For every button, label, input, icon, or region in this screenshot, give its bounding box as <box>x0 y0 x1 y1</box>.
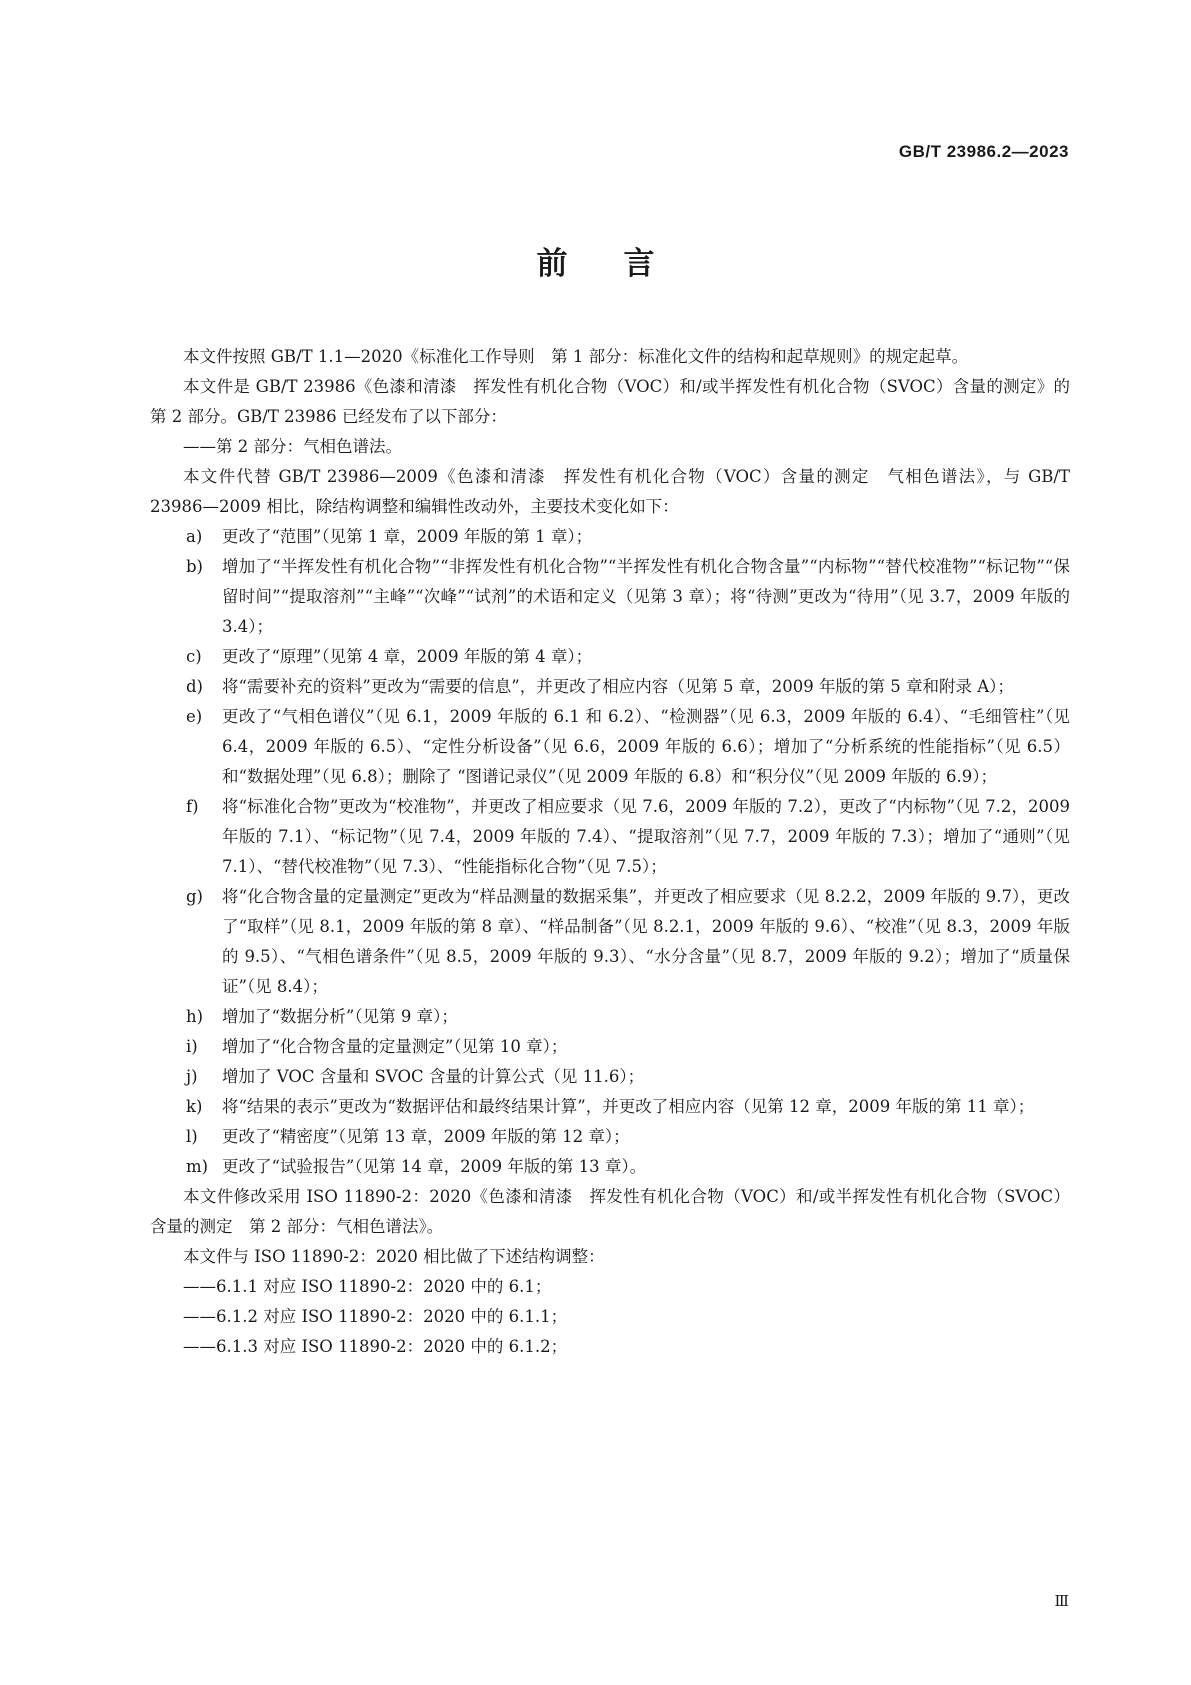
list-item <box>150 1002 1070 1032</box>
list-marker: d) <box>186 677 203 696</box>
list-item-text: 将“标准化合物”更改为“校准物”，并更改了相应要求（见 7.6，2009 年版的 7.2），更改了“内标物”（见 7.2，2009 年版的 7.1）、“标记物”（见 7.4，2009 年版的 7.4）、“提取溶剂”（见 7.7，2009 年版的 7.3）；增加了“通则”（见 7.1）、“替代校准物”（见 7.3）、“性能指标化合物”（见 7.5）； <box>222 797 1070 876</box>
list-item-text: 增加了“半挥发性有机化合物”“非挥发性有机化合物”“半挥发性有机化合物含量”“内标物”“替代校准物”“标记物”“保留时间”“提取溶剂”“主峰”“次峰”“试剂”的术语和定义（见第 3 章）；将“待测”更改为“待用”（见 3.7，2009 年版的 3.4）； <box>222 557 1070 636</box>
list-marker: c) <box>186 647 202 666</box>
list-item-text: 增加了 VOC 含量和 SVOC 含量的计算公式（见 11.6）； <box>222 1067 645 1086</box>
list-item <box>150 1092 1070 1122</box>
list-marker: l) <box>186 1127 198 1146</box>
paragraph-structure-adjustments: 本文件与 ISO 11890-2：2020 相比做了下述结构调整： <box>183 1247 605 1266</box>
paragraph-published-part: ——第 2 部分：气相色谱法。 <box>183 437 402 456</box>
list-item-text: 更改了“原理”（见第 4 章，2009 年版的第 4 章）； <box>222 647 593 666</box>
list-marker: m) <box>186 1157 209 1176</box>
list-item-text: 更改了“气相色谱仪”（见 6.1，2009 年版的 6.1 和 6.2）、“检测器”（见 6.3，2009 年版的 6.4）、“毛细管柱”（见 6.4，2009 年版的 6.5）、“定性分析设备”（见 6.6，2009 年版的 6.6）；增加了“分析系统的性能指标”（见 6.5）和“数据处理”（见 6.8）；删除了 “图谱记录仪”（见 2009 年版的 6.8）和“积分仪”（见 2009 年版的 6.9）； <box>222 707 1070 786</box>
document-code: GB/T 23986.2—2023 <box>898 142 1069 161</box>
paragraph-mapping-item: ——6.1.3 对应 ISO 11890-2：2020 中的 6.1.2； <box>183 1337 568 1356</box>
list-item <box>150 522 1070 552</box>
list-item <box>150 882 1070 1002</box>
list-marker: e) <box>186 707 203 726</box>
list-item-text: 更改了“试验报告”（见第 14 章，2009 年版的第 13 章）。 <box>222 1157 647 1176</box>
list-item-text: 更改了“范围”（见第 1 章，2009 年版的第 1 章）； <box>222 527 593 546</box>
list-item-text: 增加了“化合物含量的定量测定”（见第 10 章）； <box>222 1037 568 1056</box>
paragraph-modified-adoption: 本文件修改采用 ISO 11890-2：2020《色漆和清漆 挥发性有机化合物（VOC）和/或半挥发性有机化合物（SVOC）含量的测定 第 2 部分：气相色谱法》。 <box>150 1187 1070 1236</box>
list-marker: f) <box>186 797 199 816</box>
list-marker: i) <box>186 1037 198 1056</box>
list-marker: j) <box>186 1067 198 1086</box>
list-item-text: 将“化合物含量的定量测定”更改为“样品测量的数据采集”，并更改了相应要求（见 8.2.2，2009 年版的 9.7），更改了“取样”（见 8.1，2009 年版的第 8 章）、“样品制备”（见 8.2.1，2009 年版的 9.6）、“校准”（见 8.3，2009 年版的 9.5）、“气相色谱条件”（见 8.5，2009 年版的 9.3）、“水分含量”（见 8.7，2009 年版的 9.2）；增加了“质量保证”（见 8.4）； <box>222 887 1070 996</box>
list-item <box>150 552 1070 642</box>
list-marker: a) <box>186 527 203 546</box>
foreword-body <box>150 342 1070 1362</box>
list-item <box>150 642 1070 672</box>
list-item <box>150 792 1070 882</box>
list-item <box>150 1062 1070 1092</box>
page-number: Ⅲ <box>1054 1592 1069 1610</box>
list-item-text: 将“结果的表示”更改为“数据评估和最终结果计算”，并更改了相应内容（见第 12 章，2009 年版的第 11 章）； <box>222 1097 1035 1116</box>
list-item <box>150 672 1070 702</box>
paragraph-replaces: 本文件代替 GB/T 23986—2009《色漆和清漆 挥发性有机化合物（VOC）含量的测定 气相色谱法》，与 GB/T 23986—2009 相比，除结构调整和编辑性改动外，主要技术变化如下： <box>150 467 1070 516</box>
list-marker: h) <box>186 1007 204 1026</box>
list-item <box>150 1152 1070 1182</box>
changes-list <box>150 522 1070 1182</box>
list-item-text: 更改了“精密度”（见第 13 章，2009 年版的第 12 章）； <box>222 1127 630 1146</box>
paragraph-mapping-item: ——6.1.1 对应 ISO 11890-2：2020 中的 6.1； <box>183 1277 552 1296</box>
paragraph-part-description: 本文件是 GB/T 23986《色漆和清漆 挥发性有机化合物（VOC）和/或半挥发性有机化合物（SVOC）含量的测定》的第 2 部分。GB/T 23986 已经发布了以下部分： <box>150 377 1070 426</box>
list-item-text: 将“需要补充的资料”更改为“需要的信息”，并更改了相应内容（见第 5 章，2009 年版的第 5 章和附录 A）； <box>222 677 1014 696</box>
paragraph-mapping-item: ——6.1.2 对应 ISO 11890-2：2020 中的 6.1.1； <box>183 1307 568 1326</box>
page-title: 前言 <box>536 246 711 282</box>
list-item <box>150 702 1070 792</box>
list-item <box>150 1122 1070 1152</box>
list-marker: g) <box>186 887 203 906</box>
paragraph-drafting-rules: 本文件按照 GB/T 1.1—2020《标准化工作导则 第 1 部分：标准化文件的结构和起草规则》的规定起草。 <box>183 347 969 366</box>
list-item-text: 增加了“数据分析”（见第 9 章）； <box>222 1007 458 1026</box>
list-marker: b) <box>186 557 203 576</box>
list-item <box>150 1032 1070 1062</box>
list-marker: k) <box>186 1097 203 1116</box>
